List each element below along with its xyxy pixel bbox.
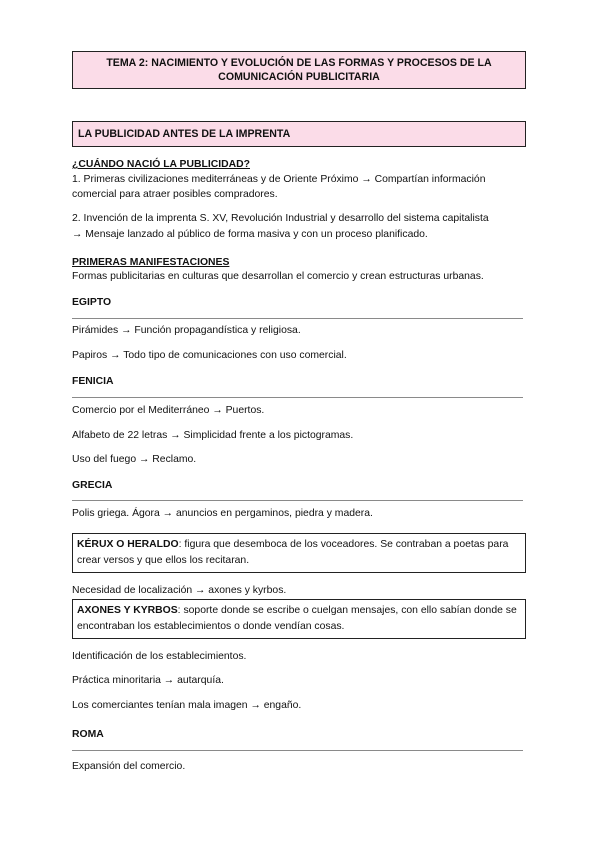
fenicia-item: Alfabeto de 22 letras → Simplicidad frente a los pictogramas. bbox=[72, 430, 354, 441]
grecia-heading: GRECIA bbox=[72, 480, 113, 491]
egipto-item: Pirámides → Función propagandística y religiosa. bbox=[72, 325, 301, 336]
origin-item-1-line-1: 1. Primeras civilizaciones mediterráneas y de Oriente Próximo → Compartían información bbox=[72, 174, 486, 185]
manifestations-heading: PRIMERAS MANIFESTACIONES bbox=[72, 257, 230, 268]
document-title-line-2: COMUNICACIÓN PUBLICITARIA bbox=[218, 71, 380, 83]
fenicia-item: Comercio por el Mediterráneo → Puertos. bbox=[72, 405, 265, 416]
grecia-item: Identificación de los establecimientos. bbox=[72, 651, 247, 662]
origin-item-1-line-2: comercial para atraer posibles compradores. bbox=[72, 189, 278, 200]
grecia-divider bbox=[72, 500, 523, 501]
kerux-term: KÉRUX O HERALDO bbox=[77, 539, 179, 550]
fenicia-heading: FENICIA bbox=[72, 376, 114, 387]
document-title-line-1: TEMA 2: NACIMIENTO Y EVOLUCIÓN DE LAS FORMAS Y PROCESOS DE LA bbox=[106, 57, 492, 69]
document-title bbox=[72, 51, 526, 89]
roma-item: Expansión del comercio. bbox=[72, 761, 186, 772]
manifestations-text: Formas publicitarias en culturas que desarrollan el comercio y crean estructuras urbanas. bbox=[72, 271, 484, 282]
egipto-divider bbox=[72, 318, 523, 319]
origin-item-2-line-1: 2. Invención de la imprenta S. XV, Revolución Industrial y desarrollo del sistema capitalista bbox=[72, 213, 489, 224]
grecia-item: Necesidad de localización → axones y kyrbos. bbox=[72, 585, 287, 596]
grecia-item: Práctica minoritaria → autarquía. bbox=[72, 675, 224, 686]
fenicia-divider bbox=[72, 397, 523, 398]
axones-term: AXONES Y KYRBOS bbox=[77, 605, 178, 616]
roma-heading: ROMA bbox=[72, 729, 104, 740]
kerux-definition-box bbox=[72, 533, 526, 573]
grecia-item: Los comerciantes tenían mala imagen → engaño. bbox=[72, 700, 302, 711]
roma-divider bbox=[72, 750, 523, 751]
kerux-definition: : figura que desemboca de los voceadores. Se contraban a poetas para crear versos y que ellos los recitaran. bbox=[77, 539, 509, 566]
egipto-item: Papiros → Todo tipo de comunicaciones con uso comercial. bbox=[72, 350, 347, 361]
axones-definition-box bbox=[72, 599, 526, 639]
egipto-heading: EGIPTO bbox=[72, 297, 112, 308]
axones-definition: : soporte donde se escribe o cuelgan mensajes, con ello sabían donde se encontraban los establecimientos o donde vendían cosas. bbox=[77, 605, 517, 632]
grecia-item: Polis griega. Ágora → anuncios en pergaminos, piedra y madera. bbox=[72, 508, 373, 519]
origin-item-2-line-2: → Mensaje lanzado al público de forma masiva y con un proceso planificado. bbox=[72, 229, 428, 240]
origin-question: ¿CUÁNDO NACIÓ LA PUBLICIDAD? bbox=[72, 159, 250, 170]
fenicia-item: Uso del fuego → Reclamo. bbox=[72, 454, 197, 465]
section-heading: LA PUBLICIDAD ANTES DE LA IMPRENTA bbox=[72, 121, 526, 147]
